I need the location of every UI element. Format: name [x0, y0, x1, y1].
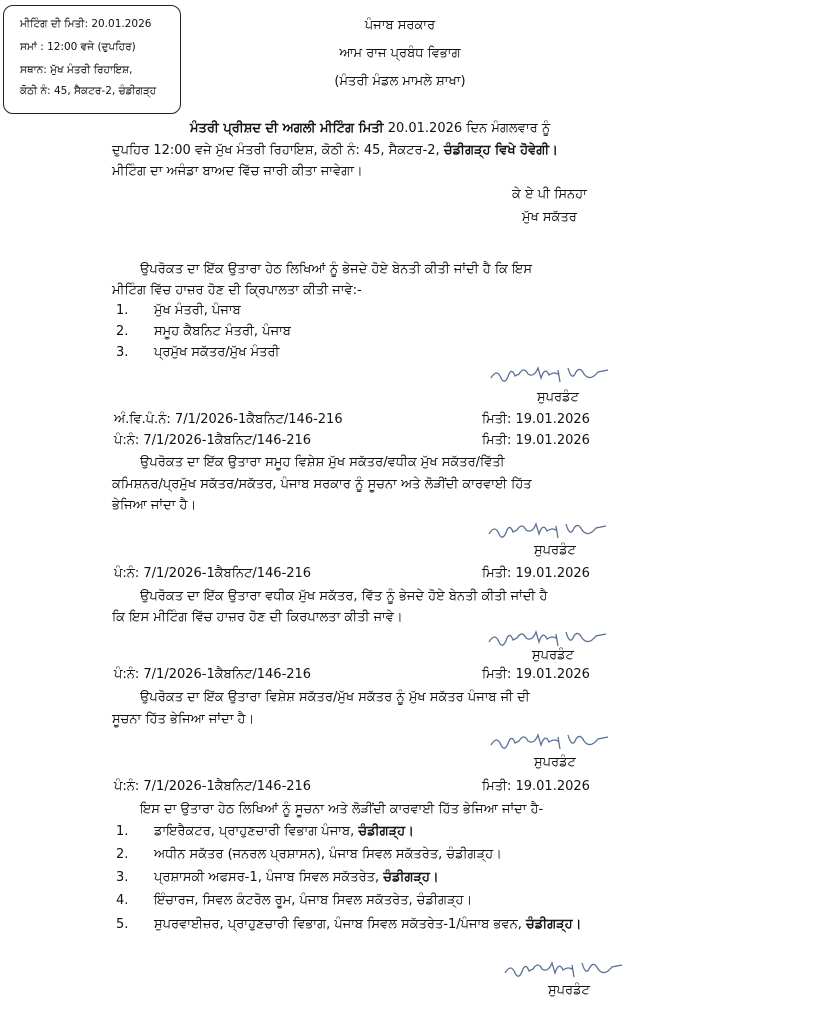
copy4-superintendent: ਸੁਪਰਡੰਟ [534, 755, 576, 770]
copy5-item5-bold: ਚੰਡੀਗੜ੍ਹ। [526, 917, 582, 932]
copy4-line1: ਉਪਰੋਕਤ ਦਾ ਇੱਕ ਉਤਾਰਾ ਵਿਸ਼ੇਸ਼ ਸਕੱਤਰ/ਮੁੱਖ ਸਕੱਤਰ ਨੂੰ ਮੁੱਖ ਸਕੱਤਰ ਪੰਜਾਬ ਜੀ ਦੀ [140, 690, 530, 705]
signatory-name: ਕੇ ਏ ਪੀ ਸਿਨਹਾ [512, 187, 587, 202]
copy3-date: ਮਿਤੀ: 19.01.2026 [482, 566, 590, 581]
copy5-item1-text: ਡਾਇਰੈਕਟਰ, ਪ੍ਰਾਹੁਣਚਾਰੀ ਵਿਭਾਗ ਪੰਜਾਬ, [154, 824, 355, 839]
header-department: ਆਮ ਰਾਜ ਪ੍ਰਬੰਧ ਵਿਭਾਗ [339, 46, 461, 61]
meeting-place-line1: ਸਥਾਨ: ਮੁੱਖ ਮੰਤਰੀ ਰਿਹਾਇਸ਼, [20, 64, 133, 76]
copy5-item2-text: ਅਧੀਨ ਸਕੱਤਰ (ਜਨਰਲ ਪ੍ਰਸ਼ਾਸਨ), ਪੰਜਾਬ ਸਿਵਲ ਸਕੱਤਰੇਤ, ਚੰਡੀਗੜ੍ਹ। [154, 847, 502, 862]
ref-number-2: ਪੰ:ਨੰ: 7/1/2026-1ਕੈਬਨਿਟ/146-216 [114, 433, 312, 448]
copy5-item2-num: 2. [116, 847, 129, 862]
copy1-line2: ਮੀਟਿੰਗ ਵਿੱਚ ਹਾਜ਼ਰ ਹੋਣ ਦੀ ਕ੍ਰਿਪਾਲਤਾ ਕੀਤੀ ਜਾਵੇ:- [112, 283, 362, 298]
copy2-line1: ਉਪਰੋਕਤ ਦਾ ਇੱਕ ਉਤਾਰਾ ਸਮੂਹ ਵਿਸ਼ੇਸ਼ ਮੁੱਖ ਸਕੱਤਰ/ਵਧੀਕ ਮੁੱਖ ਸਕੱਤਰ/ਵਿੱਤੀ [140, 455, 505, 470]
copy4-ref: ਪੰ:ਨੰ: 7/1/2026-1ਕੈਬਨਿਟ/146-216 [114, 667, 312, 682]
intro-line2 [112, 143, 558, 158]
copy5-item3 [154, 870, 439, 885]
intro-line1-rest: 20.01.2026 ਦਿਨ ਮੰਗਲਵਾਰ ਨੂੰ [387, 121, 551, 136]
copy5-date: ਮਿਤੀ: 19.01.2026 [482, 779, 590, 794]
copy3-line1: ਉਪਰੋਕਤ ਦਾ ਇੱਕ ਉਤਾਰਾ ਵਧੀਕ ਮੁੱਖ ਸਕੱਤਰ, ਵਿੱਤ ਨੂੰ ਭੇਜਦੇ ਹੋਏ ਬੇਨਤੀ ਕੀਤੀ ਜਾਂਦੀ ਹੈ [140, 589, 548, 604]
copy5-item1-num: 1. [116, 824, 129, 839]
signature-4 [488, 727, 613, 755]
copy1-item3-num: 3. [116, 345, 129, 360]
copy5-item5-num: 5. [116, 917, 129, 932]
header-branch: (ਮੰਤਰੀ ਮੰਡਲ ਮਾਮਲੇ ਸ਼ਾਖਾ) [334, 74, 466, 89]
copy1-item2-num: 2. [116, 324, 129, 339]
copy2-superintendent: ਸੁਪਰਡੰਟ [534, 543, 576, 558]
copy5-superintendent: ਸੁਪਰਡੰਟ [548, 983, 590, 998]
intro-line1 [190, 121, 550, 136]
copy5-item1-bold: ਚੰਡੀਗੜ੍ਹ। [358, 824, 414, 839]
copy1-item3-text: ਪ੍ਰਮੁੱਖ ਸਕੱਤਰ/ਮੁੱਖ ਮੰਤਰੀ [154, 345, 280, 360]
copy5-item3-text: ਪ੍ਰਸ਼ਾਸਕੀ ਅਫਸਰ-1, ਪੰਜਾਬ ਸਿਵਲ ਸਕੱਤਰੇਤ, [154, 870, 380, 885]
signature-2 [486, 516, 611, 544]
copy1-superintendent: ਸੁਪਰਡੰਟ [537, 390, 579, 405]
copy1-line1: ਉਪਰੋਕਤ ਦਾ ਇੱਕ ਉਤਾਰਾ ਹੇਠ ਲਿਖਿਆਂ ਨੂੰ ਭੇਜਦੇ ਹੋਏ ਬੇਨਤੀ ਕੀਤੀ ਜਾਂਦੀ ਹੈ ਕਿ ਇਸ [140, 262, 532, 277]
copy5-item1 [154, 824, 414, 839]
intro-line2-bold: ਚੰਡੀਗੜ੍ਹ ਵਿਖੇ ਹੋਵੇਗੀ। [443, 143, 558, 158]
intro-line2-rest: ਦੁਪਹਿਰ 12:00 ਵਜੇ ਮੁੱਖ ਮੰਤਰੀ ਰਿਹਾਇਸ਼, ਕੋਠੀ ਨੰ: 45, ਸੈਕਟਰ-2, [112, 143, 440, 158]
copy5-item5-text: ਸੁਪਰਵਾਈਜ਼ਰ, ਪ੍ਰਾਹੁਣਚਾਰੀ ਵਿਭਾਗ, ਪੰਜਾਬ ਸਿਵਲ ਸਕੱਤਰੇਤ-1/ਪੰਜਾਬ ਭਵਨ, [154, 917, 522, 932]
signature-5 [502, 955, 627, 983]
intro-line3: ਮੀਟਿੰਗ ਦਾ ਅਜੰਡਾ ਬਾਅਦ ਵਿੱਚ ਜਾਰੀ ਕੀਤਾ ਜਾਵੇਗਾ। [112, 164, 363, 179]
copy5-ref: ਪੰ:ਨੰ: 7/1/2026-1ਕੈਬਨਿਟ/146-216 [114, 779, 312, 794]
signatory-title: ਮੁੱਖ ਸਕੱਤਰ [522, 210, 577, 225]
copy3-ref: ਪੰ:ਨੰ: 7/1/2026-1ਕੈਬਨਿਟ/146-216 [114, 566, 312, 581]
ref-number-1: ਅੰ.ਵਿ.ਪੰ.ਨੰ: 7/1/2026-1ਕੈਬਨਿਟ/146-216 [114, 412, 343, 427]
copy5-item5 [154, 917, 581, 932]
copy3-line2: ਕਿ ਇਸ ਮੀਟਿੰਗ ਵਿੱਚ ਹਾਜ਼ਰ ਹੋਣ ਦੀ ਕਿਰਪਾਲਤਾ ਕੀਤੀ ਜਾਵੇ। [112, 610, 403, 625]
copy5-item3-bold: ਚੰਡੀਗੜ੍ਹ। [383, 870, 439, 885]
copy3-superintendent: ਸੁਪਰਡੰਟ [532, 648, 574, 663]
copy5-item3-num: 3. [116, 870, 129, 885]
copy2-line2: ਕਮਿਸ਼ਨਰ/ਪ੍ਰਮੁੱਖ ਸਕੱਤਰ/ਸਕੱਤਰ, ਪੰਜਾਬ ਸਰਕਾਰ ਨੂੰ ਸੂਚਨਾ ਅਤੇ ਲੋੜੀਂਦੀ ਕਾਰਵਾਈ ਹਿੱਤ [112, 477, 532, 492]
header-government: ਪੰਜਾਬ ਸਰਕਾਰ [364, 18, 436, 33]
copy5-item4-num: 4. [116, 893, 129, 908]
meeting-place-line2: ਕੋਠੀ ਨੰ: 45, ਸੈਕਟਰ-2, ਚੰਡੀਗੜ੍ਹ [20, 85, 157, 97]
copy1-item2-text: ਸਮੂਹ ਕੈਬਨਿਟ ਮੰਤਰੀ, ਪੰਜਾਬ [154, 324, 291, 339]
copy2-line3: ਭੇਜਿਆ ਜਾਂਦਾ ਹੈ। [112, 498, 197, 513]
ref-date-1: ਮਿਤੀ: 19.01.2026 [482, 412, 590, 427]
copy1-item1-num: 1. [116, 303, 129, 318]
meeting-info-box [3, 5, 181, 114]
copy1-item1-text: ਮੁੱਖ ਮੰਤਰੀ, ਪੰਜਾਬ [154, 303, 241, 318]
intro-line1-bold: ਮੰਤਰੀ ਪ੍ਰੀਸ਼ਦ ਦੀ ਅਗਲੀ ਮੀਟਿੰਗ ਮਿਤੀ [190, 121, 384, 136]
signature-1 [488, 360, 613, 388]
copy5-item4-text: ਇੰਚਾਰਜ, ਸਿਵਲ ਕੰਟਰੋਲ ਰੂਮ, ਪੰਜਾਬ ਸਿਵਲ ਸਕੱਤਰੇਤ, ਚੰਡੀਗੜ੍ਹ। [154, 893, 473, 908]
copy4-date: ਮਿਤੀ: 19.01.2026 [482, 667, 590, 682]
copy4-line2: ਸੂਚਨਾ ਹਿੱਤ ਭੇਜਿਆ ਜਾਂਦਾ ਹੈ। [112, 712, 255, 727]
meeting-date: ਮੀਟਿੰਗ ਦੀ ਮਿਤੀ: 20.01.2026 [20, 18, 152, 30]
copy5-line1: ਇਸ ਦਾ ਉਤਾਰਾ ਹੇਠ ਲਿਖਿਆਂ ਨੂੰ ਸੂਚਨਾ ਅਤੇ ਲੋੜੀਂਦੀ ਕਾਰਵਾਈ ਹਿੱਤ ਭੇਜਿਆ ਜਾਂਦਾ ਹੈ- [140, 802, 544, 817]
ref-date-2: ਮਿਤੀ: 19.01.2026 [482, 433, 590, 448]
meeting-time: ਸਮਾਂ : 12:00 ਵਜੇ (ਦੁਪਹਿਰ) [20, 41, 136, 53]
